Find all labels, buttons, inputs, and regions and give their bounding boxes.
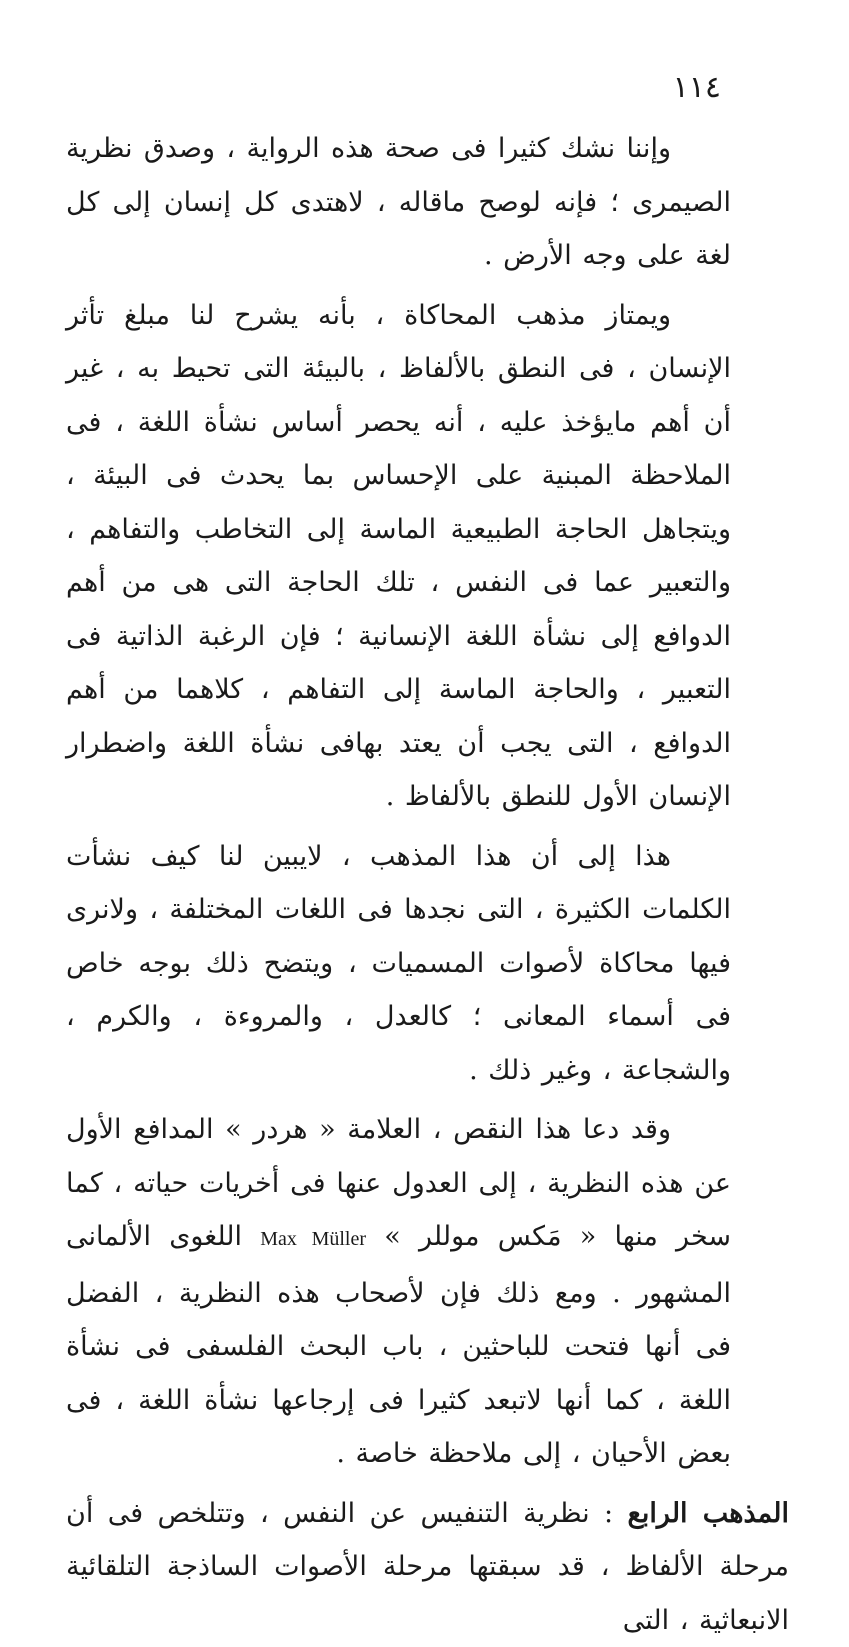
- page-number: ١١٤: [66, 68, 721, 108]
- paragraph-2: ويمتاز مذهب المحاكاة ، بأنه يشرح لنا مبلغ تأثر الإنسان ، فى النطق بالألفاظ ، بالبيئة التى تحيط به ، غير أن أهم مايؤخذ عليه ، أنه يحصر أساس نشأة اللغة ، فى الملاحظة المبنية على الإحساس بما يحدث فى البيئة ، ويتجاهل الحاجة الطبيعية الماسة إلى التخاطب والتفاهم ، والتعبير عما فى النفس ، تلك الحاجة التى هى من أهم الدوافع إلى نشأة اللغة الإنسانية ؛ فإن الرغبة الذاتية فى التعبير ، والحاجة الماسة إلى التفاهم ، كلاهما من أهم الدوافع ، التى يجب أن يعتد بهافى نشأة اللغة واضطرار الإنسان الأول للنطق بالألفاظ .: [66, 289, 731, 824]
- paragraph-5-text: : نظرية التنفيس عن النفس ، وتتلخص فى أن مرحلة الألفاظ ، قد سبقتها مرحلة الأصوات الساذجة التلقائية الانبعاثية ، التى: [66, 1498, 789, 1636]
- latin-name: Max Müller: [260, 1228, 366, 1250]
- section-term: المذهب الرابع: [628, 1498, 789, 1529]
- paragraph-4-text-end: اللغوى الألمانى المشهور . ومع ذلك فإن لأصحاب هذه النظرية ، الفضل فى أنها فتحت للباحثين ، باب البحث الفلسفى فى نشأة اللغة ، كما أنها لاتبعد كثيرا فى إرجاعها نشأة اللغة ، فى بعض الأحيان ، إلى ملاحظة خاصة .: [66, 1221, 731, 1469]
- paragraph-1: وإننا نشك كثيرا فى صحة هذه الرواية ، وصدق نظرية الصيمرى ؛ فإنه لوصح ماقاله ، لاهتدى كل إنسان إلى كل لغة على وجه الأرض .: [66, 122, 731, 283]
- paragraph-4-text-start: وقد دعا هذا النقص ، العلامة « هردر » المدافع الأول عن هذه النظرية ، إلى العدول عنها فى أخريات حياته ، كما سخر منها « مَكس موللر »: [66, 1114, 731, 1252]
- paragraph-3: هذا إلى أن هذا المذهب ، لايبين لنا كيف نشأت الكلمات الكثيرة ، التى نجدها فى اللغات المختلفة ، ولانرى فيها محاكاة لأصوات المسميات ، ويتضح ذلك بوجه خاص فى أسماء المعانى ؛ كالعدل ، والمروءة ، والكرم ، والشجاعة ، وغير ذلك .: [66, 830, 731, 1098]
- paragraph-5: [66, 1487, 789, 1647]
- paragraph-4: [66, 1103, 731, 1481]
